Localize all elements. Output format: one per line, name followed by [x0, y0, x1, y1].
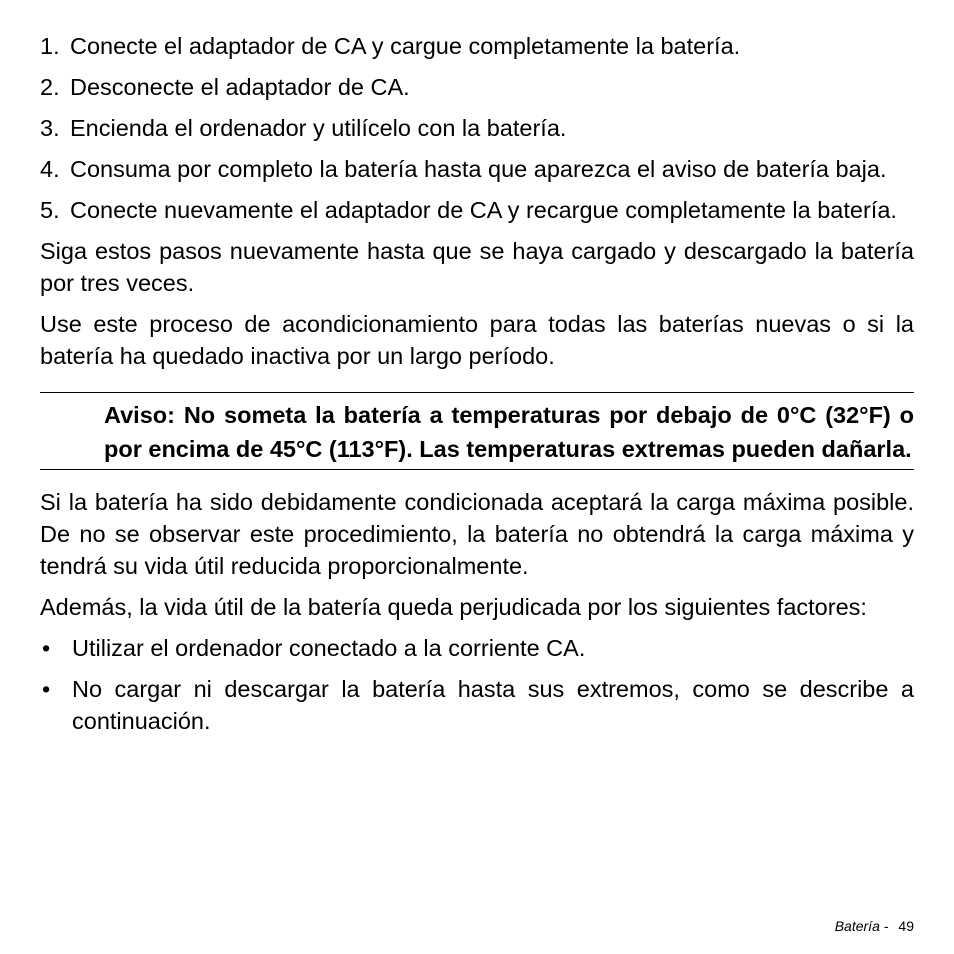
step-text: Conecte nuevamente el adaptador de CA y recargue completamente la batería. [70, 197, 897, 223]
bullet-text: Utilizar el ordenador conectado a la corriente CA. [72, 635, 586, 661]
body-paragraph: Si la batería ha sido debidamente condicionada aceptará la carga máxima posible. De no se observar este procedimiento, la batería no obtendrá la carga máxima y tendrá su vida útil reducida proporcionalmente. [40, 489, 914, 579]
step-number: 4. [40, 156, 60, 182]
body-paragraph: Use este proceso de acondicionamiento para todas las baterías nuevas o si la batería ha quedado inactiva por un largo período. [40, 311, 914, 369]
list-item [40, 153, 914, 185]
body-paragraph: Además, la vida útil de la batería queda perjudicada por los siguientes factores: [40, 594, 867, 620]
step-number: 5. [40, 197, 60, 223]
step-number: 3. [40, 115, 60, 141]
body-paragraph: Siga estos pasos nuevamente hasta que se haya cargado y descargado la batería por tres veces. [40, 238, 914, 296]
step-text: Consuma por completo la batería hasta que aparezca el aviso de batería baja. [70, 156, 887, 182]
step-text: Desconecte el adaptador de CA. [70, 74, 410, 100]
bullet-marker: • [42, 676, 51, 702]
page-number: 49 [898, 918, 914, 934]
bullet-text: No cargar ni descargar la batería hasta sus extremos, como se describe a continuación. [72, 676, 914, 734]
bullet-list [40, 632, 914, 737]
list-item [40, 194, 914, 226]
step-number: 2. [40, 74, 60, 100]
document-page [40, 30, 914, 746]
step-text: Conecte el adaptador de CA y cargue completamente la batería. [70, 33, 741, 59]
bullet-marker: • [42, 635, 51, 661]
warning-notice-text: Aviso: No someta la batería a temperaturas por debajo de 0°C (32°F) o por encima de 45°C (113°F). Las temperaturas extremas pueden dañarla. [104, 402, 914, 462]
page-footer [835, 918, 914, 934]
numbered-steps-list [40, 30, 914, 226]
footer-section-title: Batería - [834, 918, 889, 934]
step-number: 1. [40, 33, 60, 59]
list-item [40, 112, 914, 144]
warning-notice-box [40, 392, 914, 470]
list-item [40, 71, 914, 103]
list-item [40, 632, 914, 664]
step-text: Encienda el ordenador y utilícelo con la batería. [70, 115, 567, 141]
list-item [40, 30, 914, 62]
list-item [40, 673, 914, 737]
